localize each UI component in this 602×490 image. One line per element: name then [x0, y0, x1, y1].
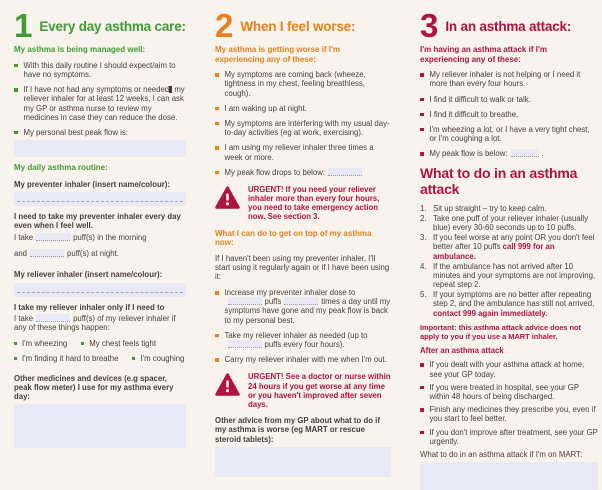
- bullet-icon: [215, 291, 219, 295]
- morning-dose-post: puff(s) in the morning: [73, 233, 147, 243]
- peak-flow-drops-field[interactable]: [328, 168, 362, 176]
- urgent-warning-2-text: URGENT! See a doctor or nurse within 24 hours if you get worse at any time or you haven't improved after seven days.: [248, 372, 391, 409]
- bullet-icon: [420, 363, 424, 367]
- increase-times-field[interactable]: [284, 297, 318, 305]
- bullet-icon: [14, 64, 18, 68]
- symptom-item: [132, 354, 184, 363]
- get-on-top-heading: What I can do to get on top of my asthma now:: [215, 228, 372, 248]
- preventer-inhaler-field[interactable]: [14, 192, 186, 206]
- reliever-inhaler-field[interactable]: [14, 283, 186, 297]
- peak-flow-below-text: My peak flow is below:: [429, 149, 508, 159]
- list-item: [420, 383, 598, 401]
- bullet-icon: [420, 408, 424, 412]
- peak-flow-below-period: .: [541, 149, 544, 159]
- step-text: [433, 214, 598, 232]
- take-reliever-post: puffs every four hours).: [264, 340, 345, 350]
- increase-puffs-field[interactable]: [228, 297, 262, 305]
- section2-header: [215, 7, 391, 44]
- symptom-text: I'm finding it hard to breathe: [22, 354, 119, 364]
- peak-flow-drops-text: My peak flow drops to below:: [224, 167, 326, 177]
- step-text-body: Sit up straight – try to keep calm.: [433, 203, 547, 213]
- symptom-row: [14, 354, 186, 363]
- night-dose-row: [14, 249, 186, 258]
- bullet-icon: [14, 342, 17, 345]
- list-item-text: My personal best peak flow is:: [23, 127, 128, 137]
- list-item: [215, 70, 391, 98]
- step-text-highlight: call 999 for an ambulance.: [433, 242, 555, 261]
- section1-number: 1: [14, 7, 32, 44]
- list-item-text: My symptoms are coming back (wheeze, tightness in my chest, feeling breathless, cough).: [224, 70, 366, 98]
- symptom-text: I'm coughing: [140, 354, 185, 364]
- step-text: [433, 204, 547, 213]
- symptom-item: [81, 339, 156, 348]
- list-item-text: [225, 288, 392, 325]
- urgent-warning-2: [215, 372, 391, 409]
- list-item: [215, 119, 391, 137]
- step-text: [433, 233, 598, 261]
- get-on-top-intro: If I haven't been using my preventer inhaler, I'll start using it regularly again or if I have been using it:: [215, 253, 390, 281]
- list-item: [215, 168, 391, 177]
- step-number: 1.: [420, 203, 427, 213]
- list-item-text-pre: If I have not had any symptoms or needed: [23, 85, 170, 95]
- bullet-icon: [14, 88, 18, 92]
- section2-number: 2: [215, 7, 233, 44]
- reliever-only-heading: I take my reliever inhaler only if I need to: [14, 302, 165, 312]
- reliever-dose-row: [14, 314, 186, 332]
- list-item: [215, 355, 391, 364]
- section1-header: [14, 7, 186, 44]
- morning-puffs-field[interactable]: [36, 233, 70, 241]
- bullet-icon: [132, 357, 135, 360]
- step-number: 2.: [420, 213, 427, 223]
- list-item: [215, 288, 391, 325]
- section-feel-worse: [215, 7, 391, 444]
- list-item: [14, 61, 186, 79]
- bullet-icon: [14, 131, 18, 135]
- attack-heading: I'm having an asthma attack if I'm experiencing any of these:: [420, 45, 547, 64]
- list-item-text: I am using my reliever inhaler three times a week or more.: [224, 143, 374, 162]
- morning-dose-row: [14, 233, 186, 242]
- managed-well-heading: My asthma is being managed well:: [14, 45, 146, 55]
- section3-number: 3: [420, 7, 438, 44]
- mart-important-note: Important: this asthma attack advice does not apply to you if you use a MART inhaler.: [420, 322, 581, 341]
- section1-title: Every day asthma care:: [39, 19, 186, 34]
- list-item-text: I find it difficult to walk or talk.: [429, 94, 531, 104]
- peak-flow-best-field[interactable]: [14, 140, 186, 157]
- warning-triangle-icon: [215, 186, 240, 209]
- step-number: 4.: [420, 261, 427, 271]
- increase-dose-mid: puffs: [264, 297, 282, 307]
- attack-step: [420, 233, 598, 261]
- attack-step: [420, 214, 598, 232]
- night-dose-post: puff(s) at night.: [67, 249, 119, 259]
- bullet-icon: [420, 386, 424, 390]
- section-everyday-care: [14, 7, 186, 424]
- list-item-text: [225, 168, 366, 177]
- other-medicines-field[interactable]: [14, 404, 186, 448]
- preventer-note: I need to take my preventer inhaler every day even when I feel well.: [14, 211, 181, 230]
- urgent-warning-1-text: URGENT! If you need your reliever inhaler more than every four hours, you need to take emergency action now. See section 3.: [248, 184, 380, 222]
- list-item-text: [430, 149, 544, 158]
- step-text-body: If you feel worse at any point OR you don't feel better after 10 puffs: [433, 233, 595, 252]
- bullet-icon: [215, 122, 219, 126]
- night-puffs-field[interactable]: [30, 249, 64, 257]
- step-text-body: If the ambulance has not arrived after 10 minutes and your symptoms are not improving, repeat step 2.: [433, 261, 596, 290]
- section2-title: When I feel worse:: [240, 19, 356, 34]
- urgent-warning-1: [215, 185, 391, 222]
- bullet-icon: [420, 128, 424, 132]
- attack-step: [420, 290, 598, 318]
- increase-dose-post: times a day until my symptoms have gone and my peak flow is back to my personal best.: [224, 297, 391, 325]
- list-item-text-post: my reliever inhaler for at least 12 weeks, I can ask my GP or asthma nurse to review my medicines in case they can reduce the dose.: [23, 85, 185, 122]
- reliever-dose-pre: I take: [14, 313, 34, 323]
- section3-title: In an asthma attack:: [445, 19, 572, 34]
- list-item-text: I find it difficult to breathe.: [429, 109, 519, 119]
- list-item-text: With this daily routine I should expect/aim to have no symptoms.: [23, 60, 176, 79]
- bullet-icon: [215, 73, 219, 77]
- list-item: [420, 70, 598, 88]
- bullet-icon: [420, 152, 424, 156]
- night-dose-pre: and: [14, 249, 28, 259]
- list-item-text: Finish any medicines they prescribe you, even if you start to feel better.: [429, 405, 596, 424]
- bullet-icon: [81, 342, 84, 345]
- list-item-text: [24, 85, 187, 122]
- peak-flow-below-field[interactable]: [511, 149, 539, 157]
- attack-step: [420, 204, 598, 213]
- symptom-text: I'm wheezing: [22, 339, 68, 349]
- mart-attack-field[interactable]: [420, 462, 598, 490]
- reliever-puffs-field[interactable]: [36, 314, 70, 322]
- list-item-text: I am waking up at night.: [224, 103, 307, 113]
- daily-routine-heading: My daily asthma routine:: [14, 163, 108, 173]
- list-item: [420, 405, 598, 423]
- bullet-icon: [14, 357, 17, 360]
- bullet-icon: [215, 107, 219, 111]
- what-to-do-heading: What to do in an asthma attack: [420, 164, 578, 198]
- symptom-row: [14, 339, 186, 348]
- bullet-icon: [215, 146, 219, 150]
- list-item-text: I'm wheezing a lot, or I have a very tight chest, or I'm coughing a lot.: [429, 124, 590, 144]
- list-item: [420, 125, 598, 143]
- step-text-highlight: contact 999 again immediately.: [433, 308, 548, 318]
- list-item: [420, 149, 598, 158]
- list-item-text: If you dealt with your asthma attack at home, see your GP today.: [429, 360, 585, 379]
- reliever-max-puffs-field[interactable]: [228, 340, 262, 348]
- section3-header: [420, 7, 598, 44]
- list-item-text: My reliever inhaler is not helping or I need it more than every four hours.: [429, 70, 581, 89]
- list-item-text: [225, 331, 392, 349]
- bullet-icon: [215, 171, 219, 175]
- list-item-text: My symptoms are interfering with my usual day-to-day activities (eg at work, exercising).: [224, 118, 390, 138]
- list-item: [215, 143, 391, 161]
- after-attack-heading: After an asthma attack: [420, 346, 504, 356]
- reliever-dose-post: puff(s) of my reliever inhaler if any of these things happen:: [14, 313, 176, 333]
- list-item: [420, 428, 598, 446]
- step-text-body: Take one puff of your reliever inhaler (usually blue) every 30-60 seconds up to 10 puffs.: [433, 213, 589, 232]
- getting-worse-heading: My asthma is getting worse if I'm experiencing any of these:: [215, 45, 341, 64]
- bullet-icon: [215, 334, 219, 338]
- morning-dose-pre: I take: [14, 233, 34, 243]
- reliever-inhaler-label: My reliever inhaler (insert name/colour):: [14, 270, 163, 280]
- list-item-text: If you were treated in hospital, see your GP within 48 hours of being discharged.: [429, 382, 579, 402]
- list-item: [14, 128, 186, 137]
- bullet-icon: [420, 98, 424, 102]
- list-item: [420, 360, 598, 378]
- bullet-icon: [215, 358, 219, 362]
- list-item: [14, 85, 186, 122]
- list-item: [420, 110, 598, 119]
- symptom-item: [14, 354, 118, 363]
- other-advice-field[interactable]: [215, 447, 391, 477]
- list-item-text: If you don't improve after treatment, see your GP urgently.: [429, 427, 598, 446]
- symptom-item: [14, 339, 67, 348]
- bullet-icon: [420, 113, 424, 117]
- step-text-body: If your symptoms are no better after repeating step 2, and the ambulance has still not arrived,: [433, 290, 595, 309]
- other-medicines-label: Other medicines and devices (e.g spacer, peak flow meter) I use for my asthma every day:: [14, 373, 174, 401]
- section-asthma-attack: [420, 7, 598, 459]
- warning-triangle-icon: [215, 373, 240, 396]
- list-item-text: Carry my reliever inhaler with me when I'm out.: [224, 355, 387, 365]
- text-cursor-artifact: [169, 86, 172, 93]
- bullet-icon: [420, 431, 424, 435]
- take-reliever-pre: Take my reliever inhaler as needed (up to: [224, 330, 368, 340]
- mart-attack-label: What to do in an asthma attack if I'm on MART:: [420, 449, 583, 459]
- symptom-text: My chest feels tight: [89, 339, 156, 349]
- step-number: 5.: [420, 290, 427, 300]
- step-number: 3.: [420, 233, 427, 243]
- step-text: [433, 262, 598, 290]
- attack-step: [420, 262, 598, 290]
- list-item: [215, 331, 391, 349]
- list-item: [215, 104, 391, 113]
- bullet-icon: [420, 73, 424, 77]
- list-item: [420, 95, 598, 104]
- other-advice-label: Other advice from my GP about what to do if my asthma is worse (eg MART or rescue steroid tablets):: [215, 416, 380, 444]
- preventer-inhaler-label: My preventer inhaler (insert name/colour):: [14, 179, 170, 189]
- step-text: [433, 290, 598, 318]
- increase-dose-pre: Increase my preventer inhaler dose to: [224, 288, 356, 298]
